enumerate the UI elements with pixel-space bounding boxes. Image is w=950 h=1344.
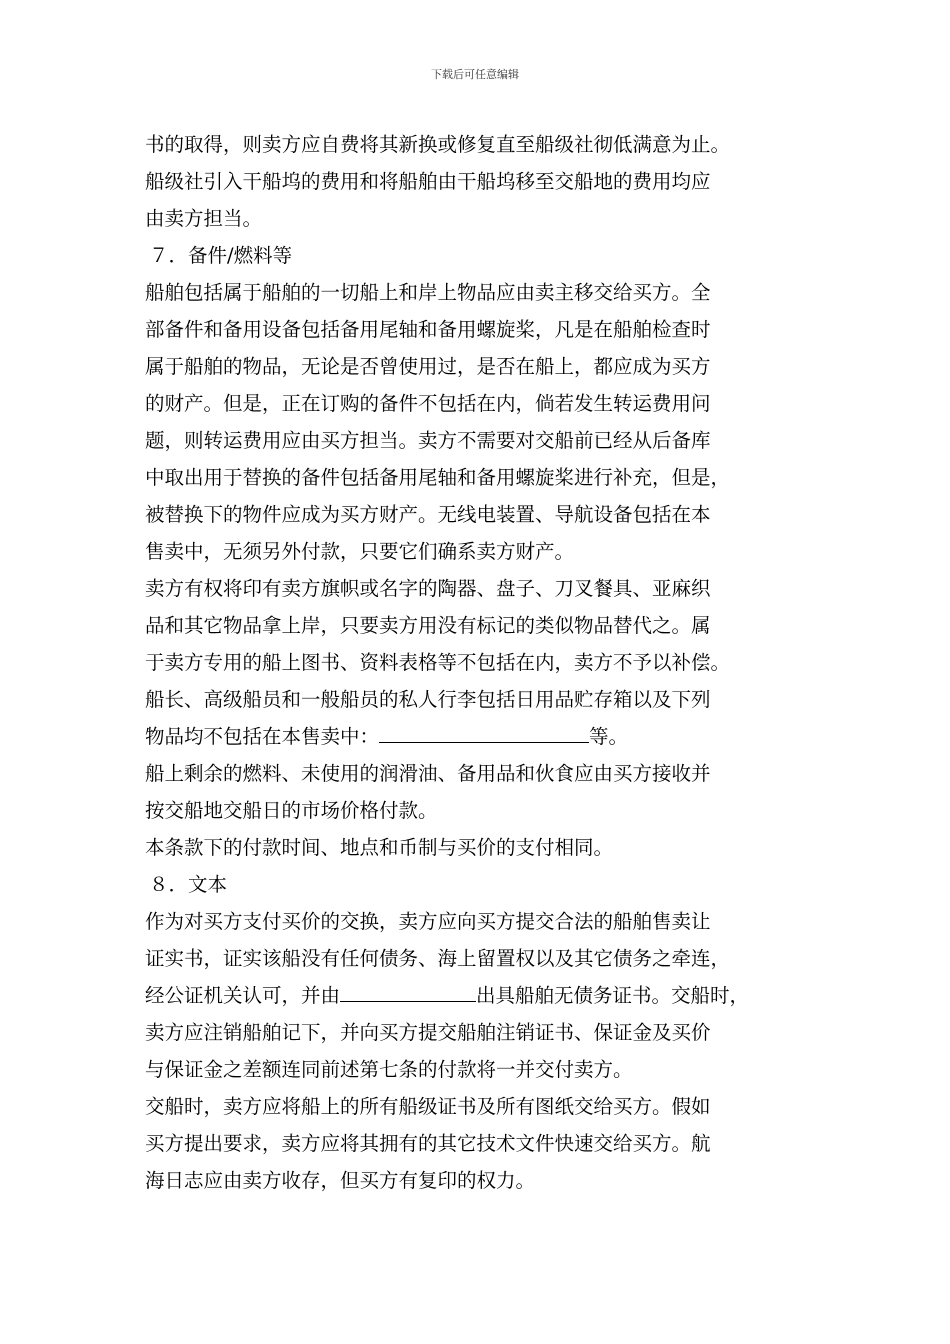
text-line <box>145 126 813 163</box>
line-text: 售卖中，无须另外付款，只要它们确系卖方财产。 <box>145 540 575 563</box>
line-text: 证实书，证实该船没有任何债务、海上留置权以及其它债务之牵连， <box>145 947 731 970</box>
text-line <box>145 829 813 866</box>
line-text: 海日志应由卖方收存，但买方有复印的权力。 <box>145 1169 536 1192</box>
section-heading <box>145 237 813 274</box>
line-text: 船长、高级船员和一般船员的私人行李包括日用品贮存箱以及下列 <box>145 688 711 711</box>
text-line <box>145 496 813 533</box>
line-text-after-blank: 出具船舶无债务证书。交船时， <box>476 984 750 1007</box>
line-text: ７．备件/燃料等 <box>149 244 293 267</box>
line-text: 卖方应注销船舶记下，并向买方提交船舶注销证书、保证金及买价 <box>145 1021 711 1044</box>
text-line <box>145 533 813 570</box>
text-line <box>145 1088 813 1125</box>
line-text: 作为对买方支付买价的交换，卖方应向买方提交合法的船舶售卖让 <box>145 910 711 933</box>
text-line <box>145 718 813 755</box>
line-text: 品和其它物品拿上岸，只要卖方用没有标记的类似物品替代之。属 <box>145 614 711 637</box>
text-line <box>145 1014 813 1051</box>
text-line <box>145 644 813 681</box>
text-line <box>145 1125 813 1162</box>
line-text: 船级社引入干船坞的费用和将船舶由干船坞移至交船地的费用均应 <box>145 170 711 193</box>
line-text: 题，则转运费用应由买方担当。卖方不需要对交船前已经从后备库 <box>145 429 711 452</box>
line-text: 部备件和备用设备包括备用尾轴和备用螺旋桨，凡是在船舶检查时 <box>145 318 711 341</box>
text-line <box>145 755 813 792</box>
line-text: 卖方有权将印有卖方旗帜或名字的陶器、盘子、刀叉餐具、亚麻织 <box>145 577 711 600</box>
text-line <box>145 607 813 644</box>
text-line <box>145 274 813 311</box>
line-text: 物品均不包括在本售卖中： <box>145 725 380 748</box>
line-text: 船上剩余的燃料、未使用的润滑油、备用品和伙食应由买方接收并 <box>145 762 711 785</box>
text-line <box>145 1162 813 1199</box>
fill-in-blank <box>340 983 476 1002</box>
document-body <box>145 126 813 1199</box>
text-line <box>145 940 813 977</box>
line-text: 与保证金之差额连同前述第七条的付款将一并交付卖方。 <box>145 1058 633 1081</box>
section-heading <box>145 866 813 903</box>
text-line <box>145 977 813 1014</box>
text-line <box>145 311 813 348</box>
line-text-after-blank: 等。 <box>589 725 629 748</box>
page-header: 下载后可任意编辑 <box>431 68 519 81</box>
text-line <box>145 163 813 200</box>
line-text: 由卖方担当。 <box>145 207 263 230</box>
line-text: ８．文本 <box>149 873 228 896</box>
text-line <box>145 385 813 422</box>
text-line <box>145 792 813 829</box>
line-text: 中取出用于替换的备件包括备用尾轴和备用螺旋桨进行补充，但是， <box>145 466 731 489</box>
text-line <box>145 570 813 607</box>
text-line <box>145 681 813 718</box>
text-line <box>145 348 813 385</box>
line-text: 书的取得，则卖方应自费将其新换或修复直至船级社彻低满意为止。 <box>145 133 731 156</box>
line-text: 本条款下的付款时间、地点和币制与买价的支付相同。 <box>145 836 614 859</box>
text-line <box>145 422 813 459</box>
line-text: 于卖方专用的船上图书、资料表格等不包括在内，卖方不予以补偿。 <box>145 651 731 674</box>
line-text: 船舶包括属于船舶的一切船上和岸上物品应由卖主移交给买方。全 <box>145 281 711 304</box>
line-text: 交船时，卖方应将船上的所有船级证书及所有图纸交给买方。假如 <box>145 1095 711 1118</box>
text-line <box>145 1051 813 1088</box>
fill-in-blank <box>379 724 589 743</box>
line-text: 被替换下的物件应成为买方财产。无线电装置、导航设备包括在本 <box>145 503 711 526</box>
text-line <box>145 459 813 496</box>
line-text: 买方提出要求，卖方应将其拥有的其它技术文件快速交给买方。航 <box>145 1132 711 1155</box>
text-line <box>145 903 813 940</box>
line-text: 的财产。但是，正在订购的备件不包括在内，倘若发生转运费用问 <box>145 392 711 415</box>
line-text: 属于船舶的物品，无论是否曾使用过，是否在船上，都应成为买方 <box>145 355 711 378</box>
text-line <box>145 200 813 237</box>
line-text: 按交船地交船日的市场价格付款。 <box>145 799 438 822</box>
line-text: 经公证机关认可，并由 <box>145 984 341 1007</box>
